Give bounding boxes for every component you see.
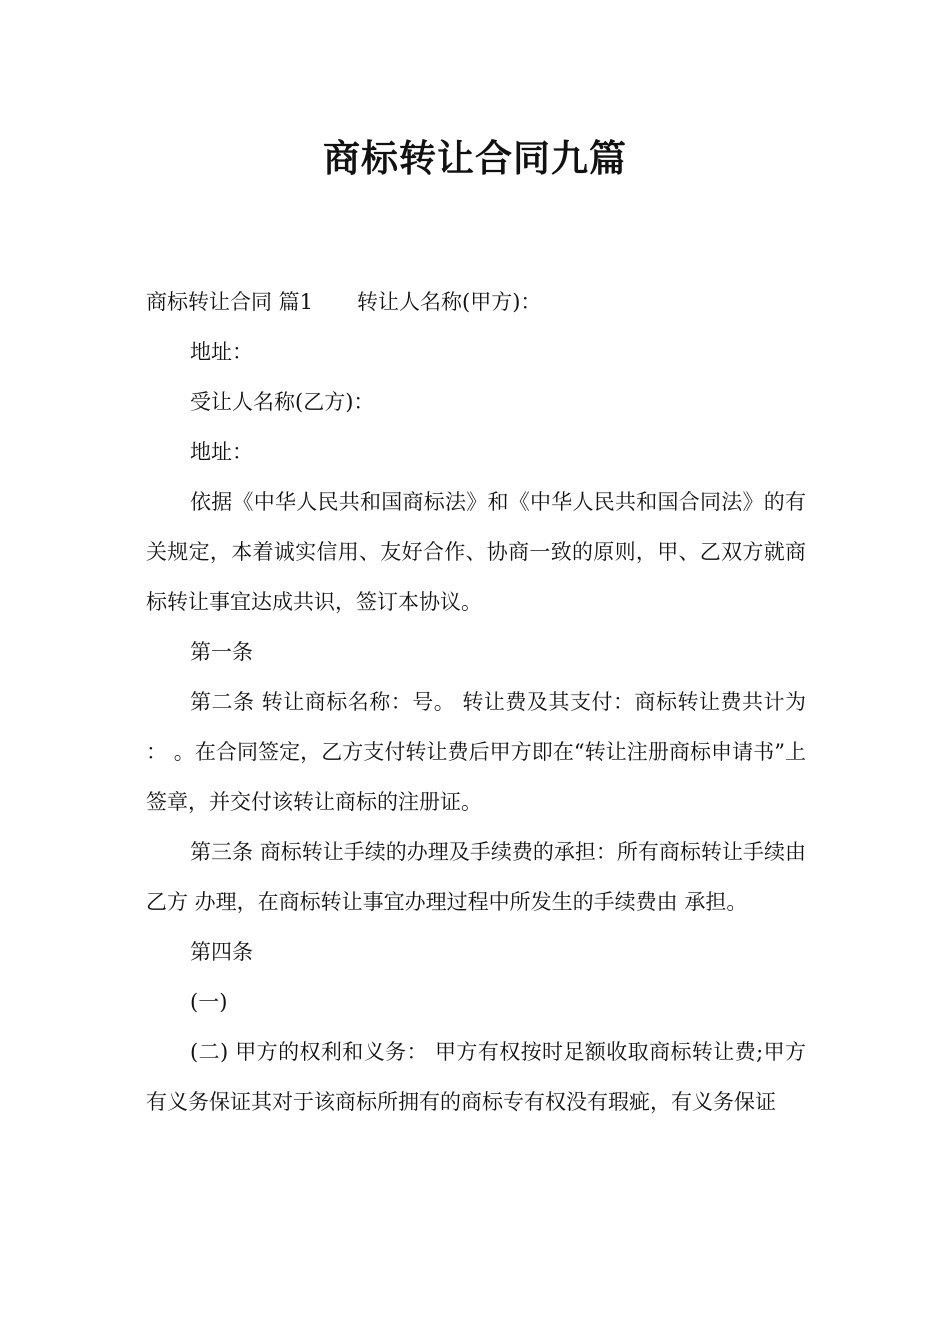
document-body	[146, 277, 806, 1127]
paragraph-article-4: 第四条	[190, 940, 253, 964]
document-title: 商标转让合同九篇	[323, 137, 627, 180]
contract-first-line	[146, 277, 806, 327]
paragraph-address-b: 地址：	[190, 440, 253, 464]
paragraph-address-a: 地址：	[190, 340, 253, 364]
paragraph-preamble: 依据《中华人民共和国商标法》和《中华人民共和国合同法》的有关规定，本着诚实信用、友好合作、协商一致的原则，甲、乙双方就商标转让事宜达成共识，签订本协议。	[146, 490, 806, 614]
paragraph-clause-2: (二) 甲方的权利和义务： 甲方有权按时足额收取商标转让费;甲方有义务保证其对于该商标所拥有的商标专有权没有瑕疵，有义务保证	[146, 1040, 806, 1114]
contract-heading: 商标转让合同 篇1	[146, 290, 314, 314]
paragraph-transferee: 受让人名称(乙方)：	[190, 390, 375, 414]
paragraph-article-2: 第二条 转让商标名称：号。 转让费及其支付：商标转让费共计为： 。在合同签定，乙方支付转让费后甲方即在“转让注册商标申请书”上签章，并交付该转让商标的注册证。	[146, 690, 806, 814]
paragraph-article-1: 第一条	[190, 640, 253, 664]
paragraph-article-3: 第三条 商标转让手续的办理及手续费的承担：所有商标转让手续由 乙方 办理，在商标转让事宜办理过程中所发生的手续费由 承担。	[146, 840, 806, 914]
paragraph-clause-1: (一)	[190, 990, 228, 1014]
transferor-label: 转让人名称(甲方)：	[357, 290, 542, 314]
